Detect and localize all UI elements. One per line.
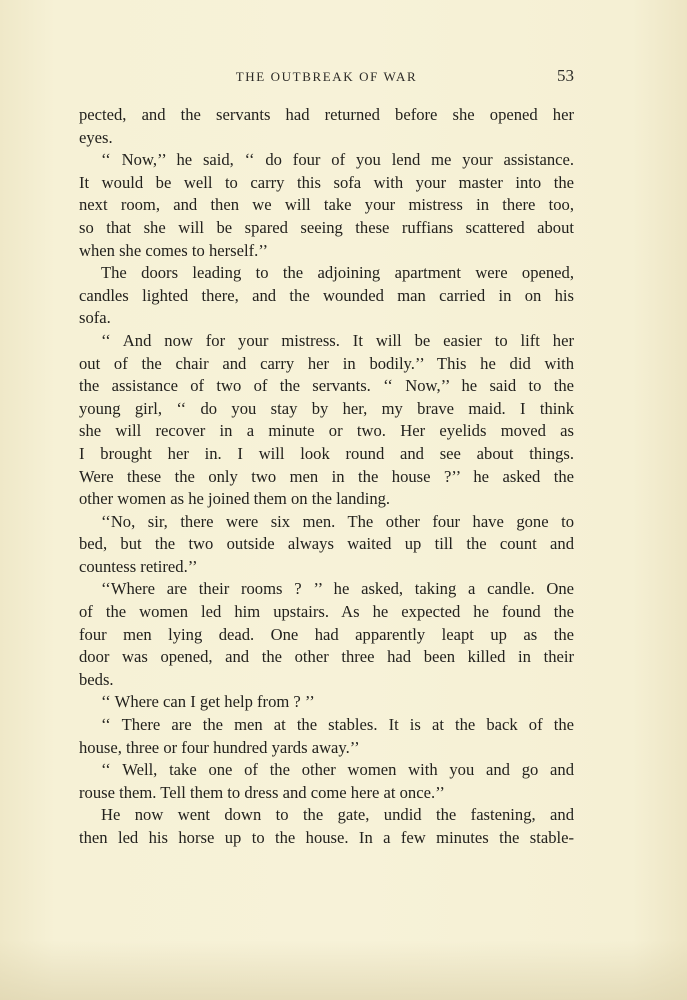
paragraph	[79, 353, 574, 376]
text-line: candles lighted there, and the wounded man carried in on his	[79, 285, 574, 305]
text-line: He now went down to the gate, undid the fastening, and	[101, 805, 574, 825]
paragraph	[79, 556, 574, 579]
text-line: four men lying dead. One had apparently leapt up as the	[79, 624, 574, 644]
text-line: rouse them. Tell them to dress and come here at once.’’	[79, 782, 445, 802]
text-line: house, three or four hundred yards away.’’	[79, 737, 360, 757]
paragraph	[79, 646, 574, 669]
paragraph	[79, 511, 574, 534]
paragraph	[79, 782, 574, 805]
text-line: countess retired.’’	[79, 556, 198, 576]
paragraph	[79, 804, 574, 827]
text-line: ‘‘Where are their rooms ? ’’ he asked, taking a candle. One	[101, 579, 574, 599]
paragraph	[79, 330, 574, 353]
paragraph	[79, 669, 574, 692]
paragraph	[79, 714, 574, 737]
text-line: bed, but the two outside always waited up till the count and	[79, 534, 574, 554]
text-line: young girl, ‘‘ do you stay by her, my brave maid. I think	[79, 398, 574, 418]
text-line: pected, and the servants had returned before she opened her	[79, 105, 574, 124]
running-title: THE OUTBREAK OF WAR	[235, 69, 418, 84]
paragraph	[79, 262, 574, 285]
text-line: It would be well to carry this sofa with your master into the	[79, 172, 574, 192]
paragraph	[79, 398, 574, 421]
paragraph	[79, 127, 574, 150]
text-line: I brought her in. I will look round and see about things.	[79, 443, 574, 463]
text-line: of the women led him upstairs. As he expected he found the	[79, 602, 574, 622]
paragraph	[79, 172, 574, 195]
paragraph	[79, 443, 574, 466]
text-line: then led his horse up to the house. In a few minutes the stable-	[79, 828, 574, 847]
paragraph	[79, 827, 574, 850]
text-line: the assistance of two of the servants. ‘‘ Now,’’ he said to the	[79, 376, 574, 396]
page-number: 53	[557, 66, 574, 85]
paragraph	[79, 737, 574, 760]
text-line: so that she will be spared seeing these ruffians scattered about	[79, 217, 574, 237]
text-line: she will recover in a minute or two. Her eyelids moved as	[79, 421, 574, 441]
paragraph	[79, 533, 574, 556]
text-line: ‘‘ Well, take one of the other women with you and go and	[101, 760, 574, 780]
paragraph	[79, 466, 574, 489]
text-line: door was opened, and the other three had been killed in their	[79, 647, 574, 667]
paragraph	[79, 285, 574, 308]
text-line: ‘‘ Where can I get help from ? ’’	[101, 692, 315, 712]
paragraph	[79, 488, 574, 511]
paragraph	[79, 601, 574, 624]
paragraph	[79, 691, 574, 714]
text-line: ‘‘ Now,’’ he said, ‘‘ do four of you lend me your assistance.	[101, 150, 574, 170]
text-line: out of the chair and carry her in bodily.’’ This he did with	[79, 353, 574, 373]
paragraph	[79, 240, 574, 263]
running-head	[79, 66, 574, 90]
text-line: ‘‘No, sir, there were six men. The other four have gone to	[101, 511, 574, 531]
paragraph	[79, 624, 574, 647]
text-line: sofa.	[79, 308, 111, 328]
text-line: next room, and then we will take your mistress in there too,	[79, 195, 574, 215]
body-text	[79, 104, 574, 850]
text-line: eyes.	[79, 127, 113, 147]
text-line: The doors leading to the adjoining apartment were opened,	[101, 263, 574, 283]
text-line: other women as he joined them on the landing.	[79, 489, 391, 509]
paragraph	[79, 217, 574, 240]
paragraph	[79, 104, 574, 127]
paragraph	[79, 194, 574, 217]
text-line: ‘‘ There are the men at the stables. It is at the back of the	[101, 715, 574, 735]
paragraph	[79, 149, 574, 172]
text-line: ‘‘ And now for your mistress. It will be easier to lift her	[101, 330, 574, 350]
paragraph	[79, 759, 574, 782]
text-line: when she comes to herself.’’	[79, 240, 269, 260]
paragraph	[79, 307, 574, 330]
text-line: beds.	[79, 669, 114, 689]
text-line: Were these the only two men in the house ?’’ he asked the	[79, 466, 574, 486]
paragraph	[79, 420, 574, 443]
paragraph	[79, 375, 574, 398]
paragraph	[79, 578, 574, 601]
